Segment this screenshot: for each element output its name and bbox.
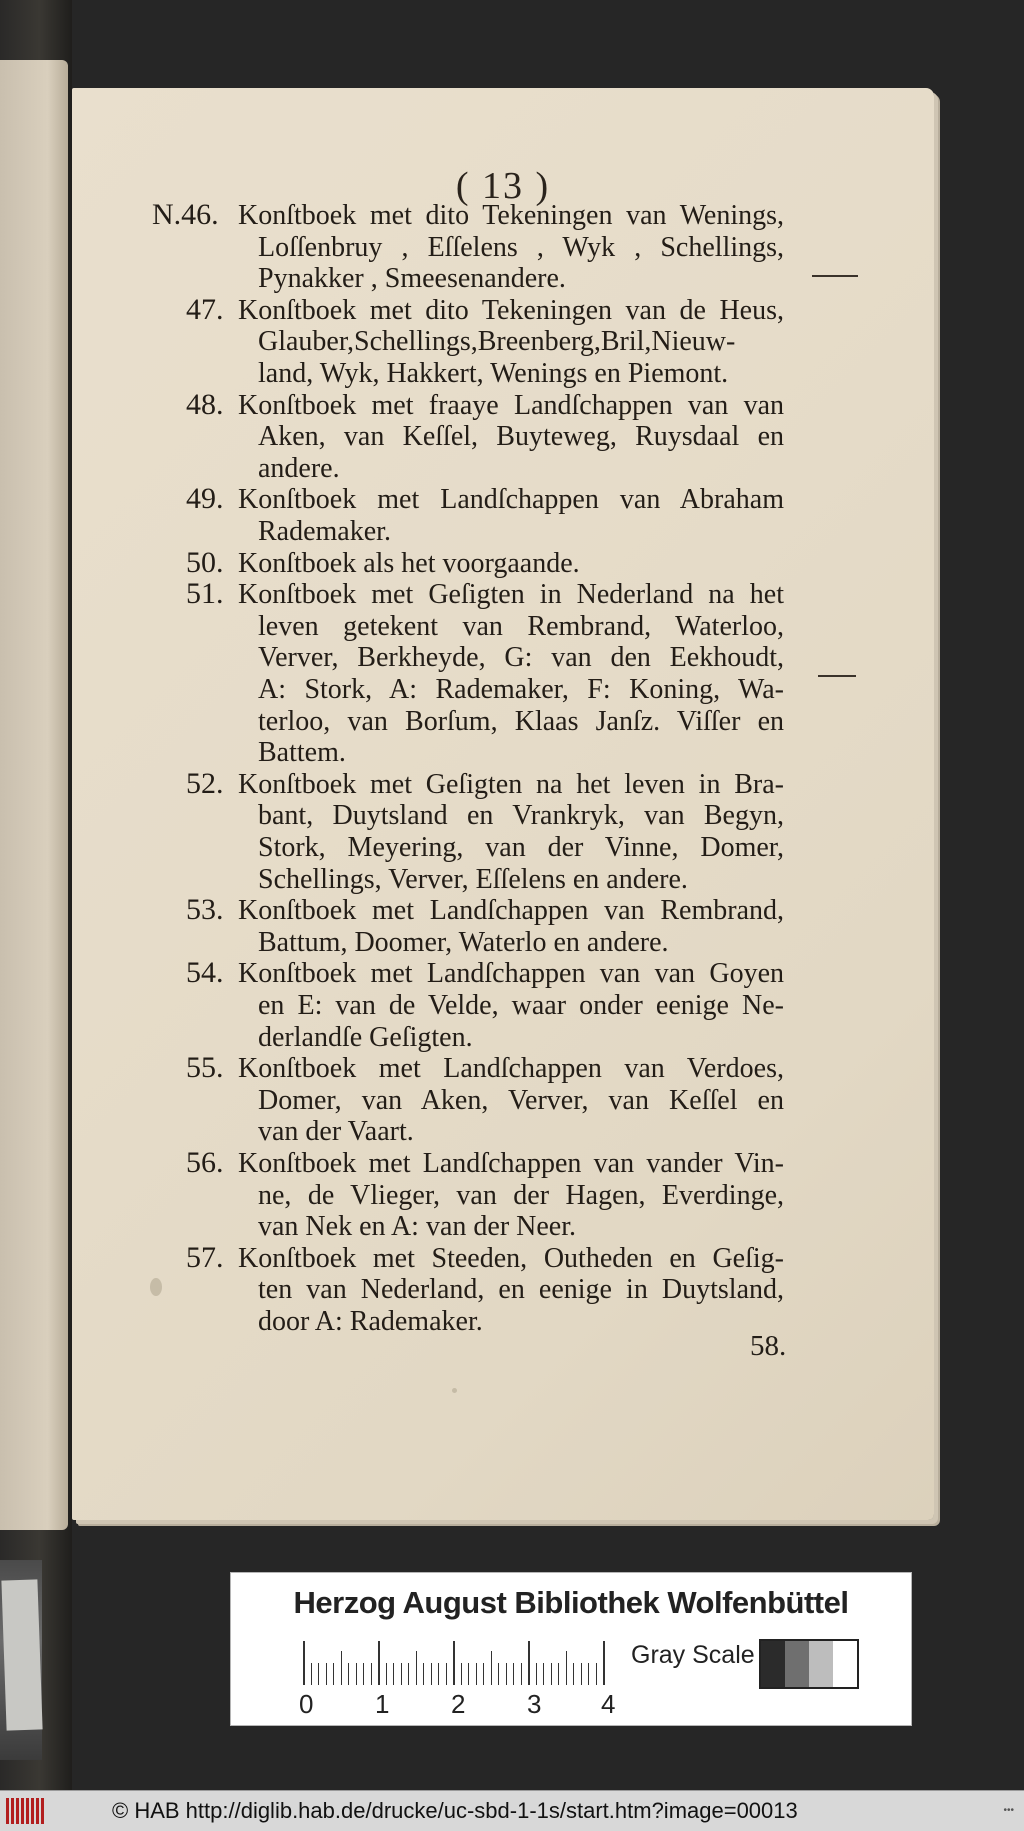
margin-dash-mark xyxy=(812,275,858,277)
ruler-tick xyxy=(311,1663,312,1685)
entry-text-line: Konſtboek met Landſchappen van vander Vin- xyxy=(238,1148,784,1179)
copyright-url[interactable]: © HAB http://diglib.hab.de/drucke/uc-sbd-1-1s/start.htm?image=00013 xyxy=(112,1798,798,1823)
ruler-tick xyxy=(363,1663,364,1685)
entry-text-line: Konſtboek met fraaye Landſchappen van van xyxy=(238,389,784,421)
entry-text-line: Konſtboek met Landſchappen van Abraham xyxy=(238,484,784,516)
entry-text-line: Aken, van Keſſel, Buyteweg, Ruysdaal en xyxy=(258,421,784,453)
page-number: ( 13 ) xyxy=(455,165,551,207)
ruler-tick xyxy=(543,1663,544,1685)
ruler-tick xyxy=(326,1663,327,1685)
ruler-tick xyxy=(371,1663,372,1685)
ruler-tick xyxy=(521,1663,522,1685)
footer-bar xyxy=(0,1790,1024,1831)
entry-number: 53. xyxy=(186,893,224,927)
ruler-tick xyxy=(536,1663,537,1685)
ruler-tick xyxy=(453,1641,455,1685)
ruler-tick xyxy=(401,1663,402,1685)
entry-text-line: A: Stork, A: Rademaker, F: Koning, Wa- xyxy=(258,674,784,705)
entry-text-line: Verver, Berkheyde, G: van den Eekhoudt, xyxy=(258,642,784,674)
ruler-tick xyxy=(603,1641,605,1685)
more-dots-icon: ••• xyxy=(1003,1805,1014,1816)
entry-text-line: Battem. xyxy=(258,737,346,769)
ruler-tick xyxy=(303,1641,305,1685)
ruler-tick xyxy=(468,1663,469,1685)
facing-page-edge xyxy=(0,60,68,1530)
entry-number: 48. xyxy=(186,387,224,421)
entry-number: 55. xyxy=(186,1051,224,1085)
ruler-tick xyxy=(551,1663,552,1685)
scale-number: 0 xyxy=(299,1689,314,1719)
scale-number: 3 xyxy=(527,1689,542,1719)
paper-spot xyxy=(150,1278,162,1296)
entry-text-line: Konſtboek met Landſchappen van Verdoes, xyxy=(238,1053,784,1085)
scale-number: 1 xyxy=(375,1689,390,1719)
paper-scrap xyxy=(1,1579,42,1730)
gray-swatch xyxy=(833,1641,857,1687)
entry-text-line: ne, de Vlieger, van der Hagen, Everdinge, xyxy=(258,1179,784,1211)
gray-scale-label: Gray Scale xyxy=(631,1641,755,1669)
ruler-tick xyxy=(513,1663,514,1685)
ruler-tick xyxy=(431,1663,432,1685)
entry-text-line: Konſtboek met Geſigten in Nederland na het xyxy=(238,579,784,611)
entry-text-line: derlandſe Geſigten. xyxy=(258,1021,473,1053)
entry-text-line: andere. xyxy=(258,452,340,484)
ruler-tick xyxy=(581,1663,582,1685)
entry-number: 52. xyxy=(186,766,224,800)
entry-text-line: Domer, van Aken, Verver, van Keſſel en xyxy=(258,1084,784,1116)
entry-number: N.46. xyxy=(152,198,219,231)
ruler-tick xyxy=(386,1663,387,1685)
ruler-tick xyxy=(506,1663,507,1685)
gray-swatch xyxy=(761,1641,785,1687)
entry-number: 56. xyxy=(186,1146,224,1179)
catchword: 58. xyxy=(750,1330,787,1362)
paper-spot xyxy=(452,1388,457,1393)
entry-text-line: Konſtboek met dito Tekeningen van Wenings, xyxy=(238,200,784,231)
library-name: Herzog August Bibliothek Wolfenbüttel xyxy=(293,1585,849,1620)
ruler-tick xyxy=(566,1651,567,1685)
ruler-tick xyxy=(333,1663,334,1685)
entry-text-line: van Nek en A: van der Neer. xyxy=(258,1211,576,1243)
ruler-tick xyxy=(348,1663,349,1685)
entry-text-line: land, Wyk, Hakkert, Wenings en Piemont. xyxy=(258,358,729,389)
margin-dash-mark xyxy=(818,675,856,677)
entry-number: 54. xyxy=(186,956,224,990)
entry-number: 49. xyxy=(186,482,224,516)
entry-text-line: Konſtboek met Geſigten na het leven in Bra- xyxy=(238,768,784,800)
ruler-tick xyxy=(476,1663,477,1685)
ruler-tick xyxy=(588,1663,589,1685)
ruler-tick xyxy=(341,1651,342,1685)
ruler-tick xyxy=(393,1663,394,1685)
book-page xyxy=(72,88,934,1520)
entry-text-line: Glauber,Schellings,Breenberg,Bril,Nieuw- xyxy=(258,326,736,358)
ruler-tick xyxy=(423,1663,424,1685)
entry-number: 51. xyxy=(186,577,224,611)
ruler-tick xyxy=(461,1663,462,1685)
entry-text-line: ten van Nederland, en eenige in Duytsland, xyxy=(258,1274,784,1306)
entry-text-line: terloo, van Borſum, Klaas Janſz. Viſſer en xyxy=(258,705,784,737)
ruler-tick xyxy=(378,1641,380,1685)
entry-text-line: Stork, Meyering, van der Vinne, Domer, xyxy=(258,832,784,863)
ruler-tick xyxy=(438,1663,439,1685)
entry-text-line: van der Vaart. xyxy=(258,1116,414,1148)
left-lower-strip xyxy=(0,1560,42,1760)
ruler-tick xyxy=(318,1663,319,1685)
color-calibration-bar xyxy=(230,1572,912,1726)
ruler-tick xyxy=(528,1641,530,1685)
entry-text-line: Konſtboek met Steeden, Outheden en Geſig- xyxy=(238,1242,784,1274)
ruler-tick xyxy=(596,1663,597,1685)
entry-text-line: bant, Duytsland en Vrankryk, van Begyn, xyxy=(258,800,784,832)
ruler-tick xyxy=(483,1663,484,1685)
entry-text-line: Battum, Doomer, Waterlo en andere. xyxy=(258,926,669,958)
entry-number: 47. xyxy=(186,292,224,326)
entry-number: 50. xyxy=(186,545,224,579)
entry-text-line: door A: Rademaker. xyxy=(258,1306,483,1337)
entry-text-line: en E: van de Velde, waar onder eenige Ne- xyxy=(258,990,784,1021)
entry-text-line: Konſtboek met Landſchappen van Rembrand, xyxy=(238,895,784,927)
entry-text-line: Schellings, Verver, Eſſelens en andere. xyxy=(258,863,688,895)
gray-swatch xyxy=(785,1641,809,1687)
hab-logo-icon xyxy=(6,1798,46,1824)
entry-text-line: leven getekent van Rembrand, Waterloo, xyxy=(258,610,784,642)
ruler-tick xyxy=(498,1663,499,1685)
ruler-tick xyxy=(416,1651,417,1685)
scale-ruler xyxy=(303,1637,607,1685)
ruler-tick xyxy=(573,1663,574,1685)
gray-swatches xyxy=(759,1639,859,1689)
ruler-tick xyxy=(446,1663,447,1685)
entry-text-line: Rademaker. xyxy=(258,516,391,547)
scale-number: 2 xyxy=(451,1689,466,1719)
gray-swatch xyxy=(809,1641,833,1687)
ruler-tick xyxy=(491,1651,492,1685)
entry-number: 57. xyxy=(186,1240,224,1274)
entry-text-line: Konſtboek als het voorgaande. xyxy=(238,547,580,579)
ruler-tick xyxy=(356,1663,357,1685)
entry-text-line: Loſſenbruy , Eſſelens , Wyk , Schellings, xyxy=(258,231,784,263)
entry-text-line: Konſtboek met Landſchappen van van Goyen xyxy=(238,958,784,990)
ruler-tick xyxy=(558,1663,559,1685)
entry-text-line: Pynakker , Smeesenandere. xyxy=(258,263,566,295)
entry-text-line: Konſtboek met dito Tekeningen van de Heus, xyxy=(238,294,784,326)
ruler-tick xyxy=(408,1663,409,1685)
scale-number: 4 xyxy=(601,1689,616,1719)
